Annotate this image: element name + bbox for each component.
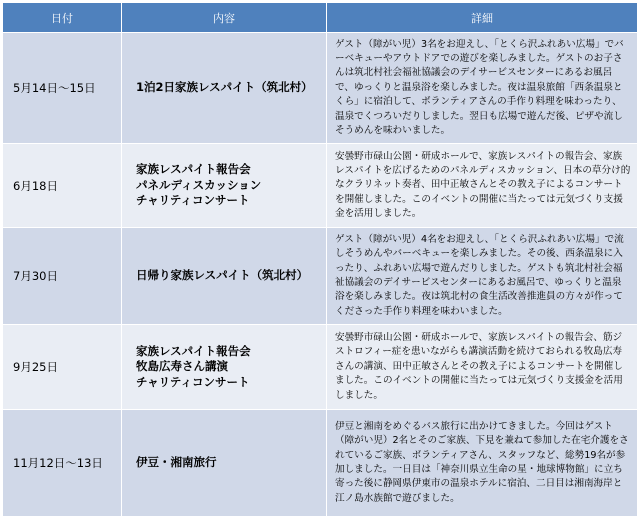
row-detail: 伊豆と湘南をめぐるバス旅行に出かけてきました。今回はゲスト（障がい児）2名とそのご家族、下見を兼ねて参加した在宅介護をされているご家族、ボランティアさん、スタッフなど、総勢19名が参加しました。一日目は「神奈川県立生命の星・地球博物館」に立ち寄った後に静岡県伊東市の温泉ホテルに宿泊、二日目は湘南海岸と江ノ島水族館で遊びました。 bbox=[327, 410, 638, 517]
header-content: 内容 bbox=[122, 3, 327, 33]
row-detail: ゲスト（障がい児）4名をお迎えし、「とくら沢ふれあい広場」で流しそうめんやバーベキューを楽しみました。その後、西条温泉に入ったり、ふれあい広場で遊んだりしました。ゲストも筑北村社会福祉協議会のデイサービスセンターにあるお風呂で、ゆっくりと温泉浴を楽しみました。夜は筑北村の食生活改善推進員の方々が作ってくださった手作り料理を味わいました。 bbox=[327, 228, 638, 325]
title-line: チャリティコンサート bbox=[136, 374, 250, 389]
row-title bbox=[122, 144, 327, 228]
header-detail: 詳細 bbox=[327, 3, 638, 33]
table-row bbox=[3, 144, 638, 228]
header-row bbox=[3, 3, 638, 33]
title-line: 牧島広寿さん講演 bbox=[136, 359, 228, 374]
title-line: 家族レスパイト報告会 bbox=[136, 162, 251, 177]
row-title bbox=[122, 228, 327, 325]
row-date: 7月30日 bbox=[3, 228, 122, 325]
title-line: 日帰り家族レスパイト（筑北村） bbox=[136, 268, 309, 283]
row-title bbox=[122, 325, 327, 410]
title-line: 1泊2日家族レスパイト（筑北村） bbox=[136, 80, 313, 95]
row-date: 5月14日～15日 bbox=[3, 33, 122, 144]
row-date: 11月12日～13日 bbox=[3, 410, 122, 517]
row-title bbox=[122, 33, 327, 144]
title-line: 家族レスパイト報告会 bbox=[136, 343, 251, 358]
schedule-table bbox=[2, 2, 638, 517]
row-detail: ゲスト（障がい児）3名をお迎えし、「とくら沢ふれあい広場」でバーベキューやアウトドアでの遊びを楽しみました。ゲストのお子さんは筑北村社会福祉協議会のデイサービスセンターにあるお風呂で、ゆっくりと温泉浴を楽しみました。夜は温泉旅館「西条温泉とくら」に宿泊して、ボランティアさんの手作り料理を味わったり、温泉でくつろいだりしました。翌日も広場で遊んだ後、ピザや流しそうめんを味わいました。 bbox=[327, 33, 638, 144]
title-line: チャリティコンサート bbox=[136, 193, 250, 208]
row-date: 6月18日 bbox=[3, 144, 122, 228]
table-row bbox=[3, 33, 638, 144]
title-line: 伊豆・湘南旅行 bbox=[136, 455, 217, 470]
header-date: 日付 bbox=[3, 3, 122, 33]
table-row bbox=[3, 325, 638, 410]
row-date: 9月25日 bbox=[3, 325, 122, 410]
row-title bbox=[122, 410, 327, 517]
row-detail: 安曇野市碌山公園・研成ホールで、家族レスパイトの報告会、家族レスパイトを広げるためのパネルディスカッション、日本の草分け的なクラリネット奏者、田中正敏さんとその教え子によるコンサートを開催しました。このイベントの開催に当たっては元気づくり支援金を活用しました。 bbox=[327, 144, 638, 228]
title-line: パネルディスカッション bbox=[136, 177, 262, 192]
table-row bbox=[3, 410, 638, 517]
row-detail: 安曇野市碌山公園・研成ホールで、家族レスパイトの報告会、筋ジストロフィー症を患いながらも講演活動を続けておられる牧島広寿さんの講演、田中正敏さんとその教え子によるコンサートを開催しました。このイベントの開催に当たっては元気づくり支援金を活用しました。 bbox=[327, 325, 638, 410]
schedule-table-container bbox=[2, 2, 637, 516]
table-row bbox=[3, 228, 638, 325]
